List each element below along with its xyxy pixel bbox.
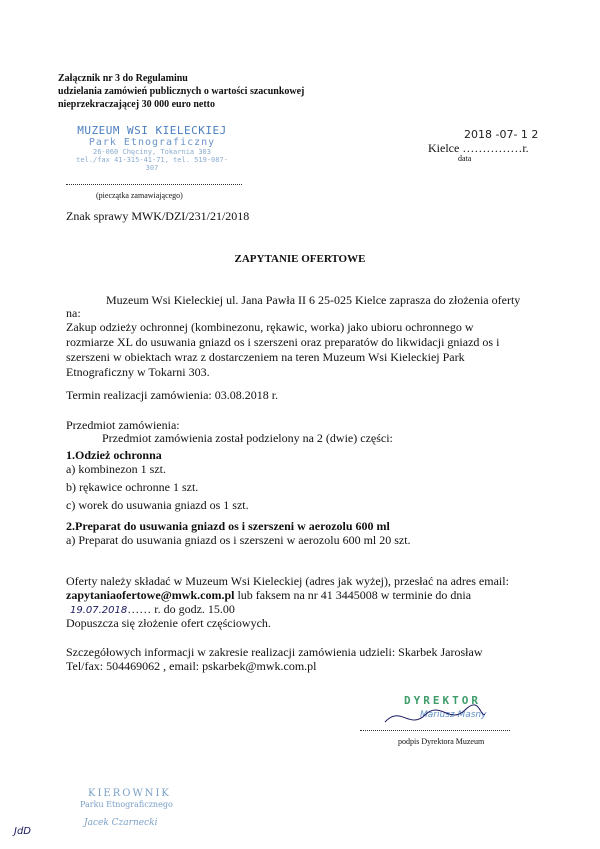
annex-line-1: Załącznik nr 3 do Regulaminu bbox=[58, 73, 188, 84]
museum-stamp bbox=[72, 124, 232, 172]
manager-stamp-sub: Parku Etnograficznego bbox=[80, 800, 173, 809]
manager-stamp-name: Jacek Czarnecki bbox=[84, 818, 158, 828]
offers-line-3-rest: …… r. do godz. 15.00 bbox=[127, 602, 235, 616]
stamp-address: 26-060 Chęciny, Tokarnia 303 bbox=[92, 148, 211, 156]
part2-item-a: a) Preparat do usuwania gniazd os i szerszeni w aerozolu 600 ml 20 szt. bbox=[66, 533, 411, 547]
stamp-sub: Park Etnograficzny bbox=[88, 137, 216, 148]
offers-line-1: Oferty należy składać w Muzeum Wsi Kieleckiej (adres jak wyżej), przesłać na adres email: bbox=[66, 574, 509, 588]
subject-line-1: Zakup odzieży ochronnej (kombinezonu, rękawic, worka) jako ubioru ochronnego w bbox=[66, 320, 474, 334]
date-label: data bbox=[458, 154, 472, 163]
stamp-name: MUZEUM WSI KIELECKIEJ bbox=[77, 124, 227, 137]
initials: JdD bbox=[14, 826, 31, 837]
part1-item-b: b) rękawice ochronne 1 szt. bbox=[66, 480, 199, 494]
annex-header bbox=[58, 72, 304, 111]
annex-line-2: udzielania zamówień publicznych o wartości szacunkowej bbox=[58, 86, 305, 97]
offers-line-2-rest: lub faksem na nr 41 3445008 w terminie do dnia bbox=[234, 588, 472, 602]
seal-caption: (pieczątka zamawiającego) bbox=[96, 191, 183, 200]
manager-stamp-title: KIEROWNIK bbox=[88, 788, 171, 799]
part1-items bbox=[66, 462, 249, 513]
intro-line-2: na: bbox=[66, 306, 81, 320]
date-place: Kielce ……………r. bbox=[428, 141, 529, 155]
part2-title: 2.Preparat do usuwania gniazd os i szerszeni w aerozolu 600 ml bbox=[66, 519, 390, 533]
director-signature-line bbox=[360, 730, 510, 731]
part1-item-a: a) kombinezon 1 szt. bbox=[66, 462, 166, 476]
order-subject-label: Przedmiot zamówienia: bbox=[66, 418, 180, 432]
subject-line-4: Etnograficzny w Tokarni 303. bbox=[66, 365, 210, 379]
stamp-phone: tel./fax 41-315-41-71, tel. 519-087-307 bbox=[76, 156, 228, 172]
offers-line-2 bbox=[66, 588, 471, 603]
annex-line-3: nieprzekraczającej 30 000 euro netto bbox=[58, 99, 215, 110]
director-signature bbox=[380, 700, 490, 732]
case-number: Znak sprawy MWK/DZI/231/21/2018 bbox=[66, 209, 250, 223]
subject-paragraph bbox=[66, 320, 546, 380]
deadline: Termin realizacji zamówienia: 03.08.2018 r. bbox=[66, 388, 279, 402]
subject-line-2: rozmiarze XL do usuwania gniazd os i szerszeni oraz preparatów do likwidacji gniazd os i bbox=[66, 335, 500, 349]
director-stamp-title: DYREKTOR bbox=[404, 694, 481, 707]
director-caption: podpis Dyrektora Muzeum bbox=[398, 737, 485, 746]
order-subject-split: Przedmiot zamówienia został podzielony na 2 (dwie) części: bbox=[102, 431, 393, 445]
seal-line bbox=[66, 184, 242, 185]
contact-line-1: Szczegółowych informacji w zakresie realizacji zamówienia udzieli: Skarbek Jarosław bbox=[66, 645, 483, 659]
contact-line-2: Tel/fax: 504469062 , email: pskarbek@mwk.com.pl bbox=[66, 659, 317, 673]
document-title: ZAPYTANIE OFERTOWE bbox=[234, 253, 366, 265]
part1-item-c: c) worek do usuwania gniazd os 1 szt. bbox=[66, 498, 249, 512]
intro-line-1: Muzeum Wsi Kieleckiej ul. Jana Pawła II 6 25-025 Kielce zaprasza do złożenia oferty bbox=[106, 293, 521, 307]
offers-handwritten-date: 19.07.2018 bbox=[70, 605, 128, 616]
handwritten-date-stamp: 2018 -07- 1 2 bbox=[464, 128, 539, 141]
director-stamp-name: Mariusz Masny bbox=[420, 710, 487, 720]
part1-title: 1.Odzież ochronna bbox=[66, 448, 162, 462]
subject-line-3: szerszeni w obiektach wraz z dostarczeniem na teren Muzeum Wsi Kieleckiej Park bbox=[66, 350, 465, 364]
offers-email[interactable]: zapytaniaofertowe@mwk.com.pl bbox=[66, 588, 235, 602]
offers-line-4: Dopuszcza się złożenie ofert częściowych. bbox=[66, 616, 271, 630]
